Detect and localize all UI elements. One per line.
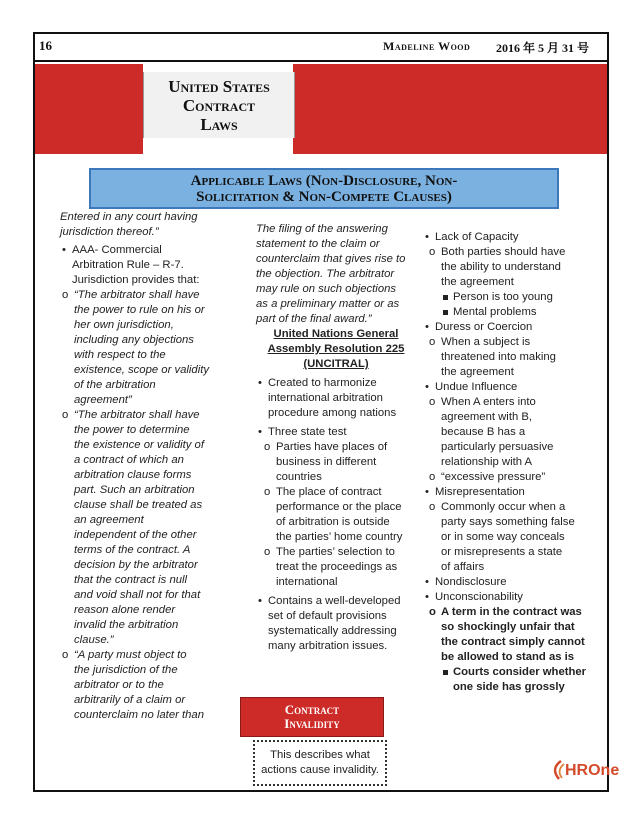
col2-intro: The filing of the answering statement to the claim or counterclaim that gives rise to the objection. The arbitrator may rule on such objections as a preliminary matter or as part of the final award.” xyxy=(256,223,406,325)
col2-sub-place: o The place of contract performance or the place of arbitration is outside the parties’ home country xyxy=(264,485,416,545)
col2-bullet-default: • Contains a well-developed set of default provisions systematically addressing many arbitration issues. xyxy=(256,594,416,654)
invalidity-description-box: This describes what actions cause invalidity. xyxy=(253,740,387,786)
hrone-logo: HROne xyxy=(565,762,620,779)
col3-misrep-sub: o Commonly occur when a party says something false or in some way conceals or misrepresents a state of affairs xyxy=(429,500,593,575)
col2-bullet-three-state: • Three state test xyxy=(256,425,416,440)
col3-uncon-sub: o A term in the contract was so shockingly unfair that the contract simply cannot be allowed to stand as is xyxy=(429,605,593,665)
page-date: 2016 年 5 月 31 号 xyxy=(496,41,590,55)
page-number: 16 xyxy=(39,38,52,53)
author-name: Madeline Wood xyxy=(383,39,471,53)
red-block-right xyxy=(293,64,607,154)
page-header xyxy=(35,34,607,62)
column-2 xyxy=(256,222,416,654)
col3-capacity-mental: Mental problems xyxy=(441,305,593,320)
col3-unconscionability: • Unconscionability xyxy=(423,590,593,605)
hrone-logo-icon xyxy=(551,760,565,780)
section-title: United States Contract Laws xyxy=(143,72,295,138)
col1-intro: Entered in any court having jurisdiction thereof.” xyxy=(60,211,198,238)
col1-quote-2: o “The arbitrator shall have the power to determine the existence or validity of a contract of which an arbitration clause forms part. Such an arbitration clause shall be treated as an agreement independent of the other terms of the contract. A decision by the arbitrator that the contract is null and void shall not for that reason alone render invalid the arbitration clause.” xyxy=(62,408,230,648)
contract-invalidity-label: Contract Invalidity xyxy=(240,697,384,737)
col1-quote-1: o “The arbitrator shall have the power to rule on his or her own jurisdiction, including any objections with respect to the existence, scope or validity of the arbitration agreement” xyxy=(62,288,230,408)
col3-duress-sub: o When a subject is threatened into making the agreement xyxy=(429,335,593,380)
col3-undue: • Undue Influence xyxy=(423,380,593,395)
col3-duress: • Duress or Coercion xyxy=(423,320,593,335)
col3-capacity: • Lack of Capacity xyxy=(423,230,593,245)
col2-sub-selection: o The parties’ selection to treat the proceedings as international xyxy=(264,545,416,590)
column-3 xyxy=(423,230,593,695)
col3-uncon-courts: Courts consider whether one side has grossly xyxy=(441,665,593,695)
col1-bullet-aaa: • AAA- Commercial Arbitration Rule – R-7. Jurisdiction provides that: xyxy=(60,243,230,288)
column-1 xyxy=(60,210,230,723)
red-block-left xyxy=(35,64,143,154)
uncitral-heading: United Nations General Assembly Resolution 225 (UNCITRAL) xyxy=(267,328,405,370)
col1-quote-3: o “A party must object to the jurisdiction of the arbitrator or to the arbitrarily of a claim or counterclaim no later than xyxy=(62,648,230,723)
col3-misrep: • Misrepresentation xyxy=(423,485,593,500)
col3-capacity-young: Person is too young xyxy=(441,290,593,305)
col2-sub-parties: o Parties have places of business in different countries xyxy=(264,440,416,485)
col3-undue-sub: o When A enters into agreement with B, because B has a particularly persuasive relationship with A xyxy=(429,395,593,470)
col3-undue-excessive: o “excessive pressure” xyxy=(429,470,593,485)
col3-capacity-sub: o Both parties should have the ability to understand the agreement xyxy=(429,245,593,290)
col3-nondisclosure: • Nondisclosure xyxy=(423,575,593,590)
col2-bullet-harmonize: • Created to harmonize international arbitration procedure among nations xyxy=(256,376,416,421)
section-banner: Applicable Laws (Non-Disclosure, Non- Solicitation & Non-Compete Clauses) xyxy=(89,168,559,209)
